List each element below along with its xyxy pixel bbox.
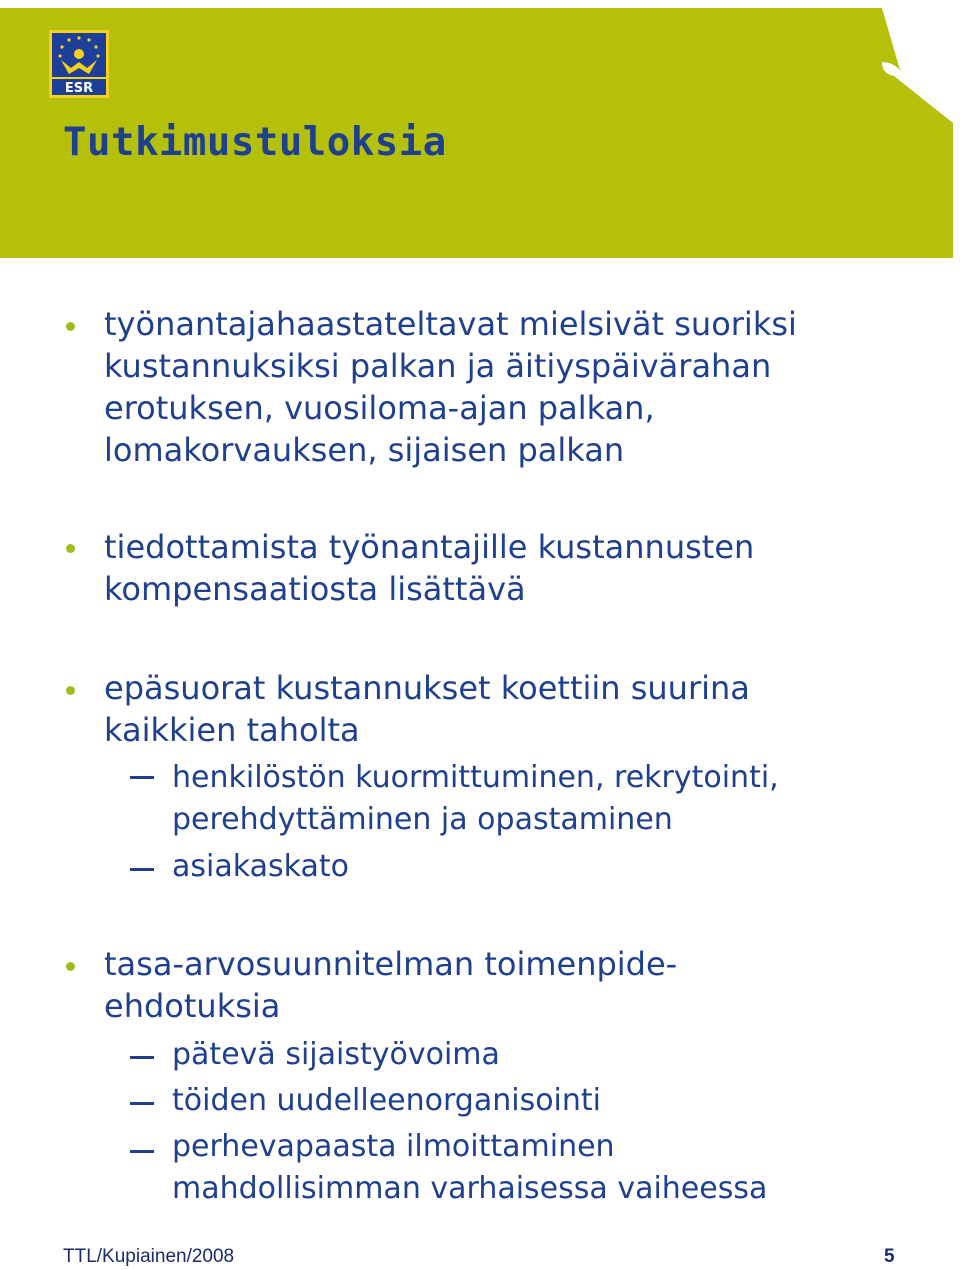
dash-icon [130, 776, 154, 779]
subitem-text-henkiloston: henkilöstön kuormittuminen, rekrytointi, perehdyttäminen ja opastaminen [172, 760, 779, 837]
subitem-text-perhevapaa: perhevapaasta ilmoittaminen mahdollisimman varhaisessa vaiheessa [172, 1129, 768, 1206]
page-number: 5 [884, 1246, 895, 1267]
dash-icon [130, 1150, 154, 1153]
bullet-text-suorat-kustannukset: työnantajahaastateltavat mielsivät suoriksi kustannuksiksi palkan ja äitiyspäivärahan erotuksen, vuosiloma-ajan palkan, lomakorvauksen, sijaisen palkan [104, 305, 797, 469]
dash-icon [130, 868, 154, 871]
slide-title: Tutkimustuloksia [63, 120, 447, 165]
subitem-text-asiakaskato: asiakaskato [172, 849, 349, 884]
bullet-icon [66, 322, 75, 331]
bullet-text-tiedottamista: tiedottamista työnantajille kustannusten kompensaatiosta lisättävä [104, 528, 755, 608]
subitem-text-sijaistyovoima: pätevä sijaistyövoima [172, 1037, 500, 1072]
bullet-text-tasa-arvo: tasa-arvosuunnitelman toimenpide-ehdotuksia [104, 945, 678, 1025]
dash-icon [130, 1102, 154, 1105]
footer-source: TTL/Kupiainen/2008 [63, 1246, 235, 1267]
bullet-icon [66, 544, 75, 553]
esr-logo-icon [49, 30, 109, 98]
bullet-icon [66, 686, 75, 695]
bullet-text-epasuorat: epäsuorat kustannukset koettiin suurina kaikkien taholta [104, 669, 750, 749]
subitem-text-uudelleenorganisointi: töiden uudelleenorganisointi [172, 1083, 601, 1118]
svg-text:ESR: ESR [64, 81, 94, 96]
bullet-icon [66, 962, 75, 971]
dash-icon [130, 1056, 154, 1059]
esr-logo [49, 30, 109, 98]
